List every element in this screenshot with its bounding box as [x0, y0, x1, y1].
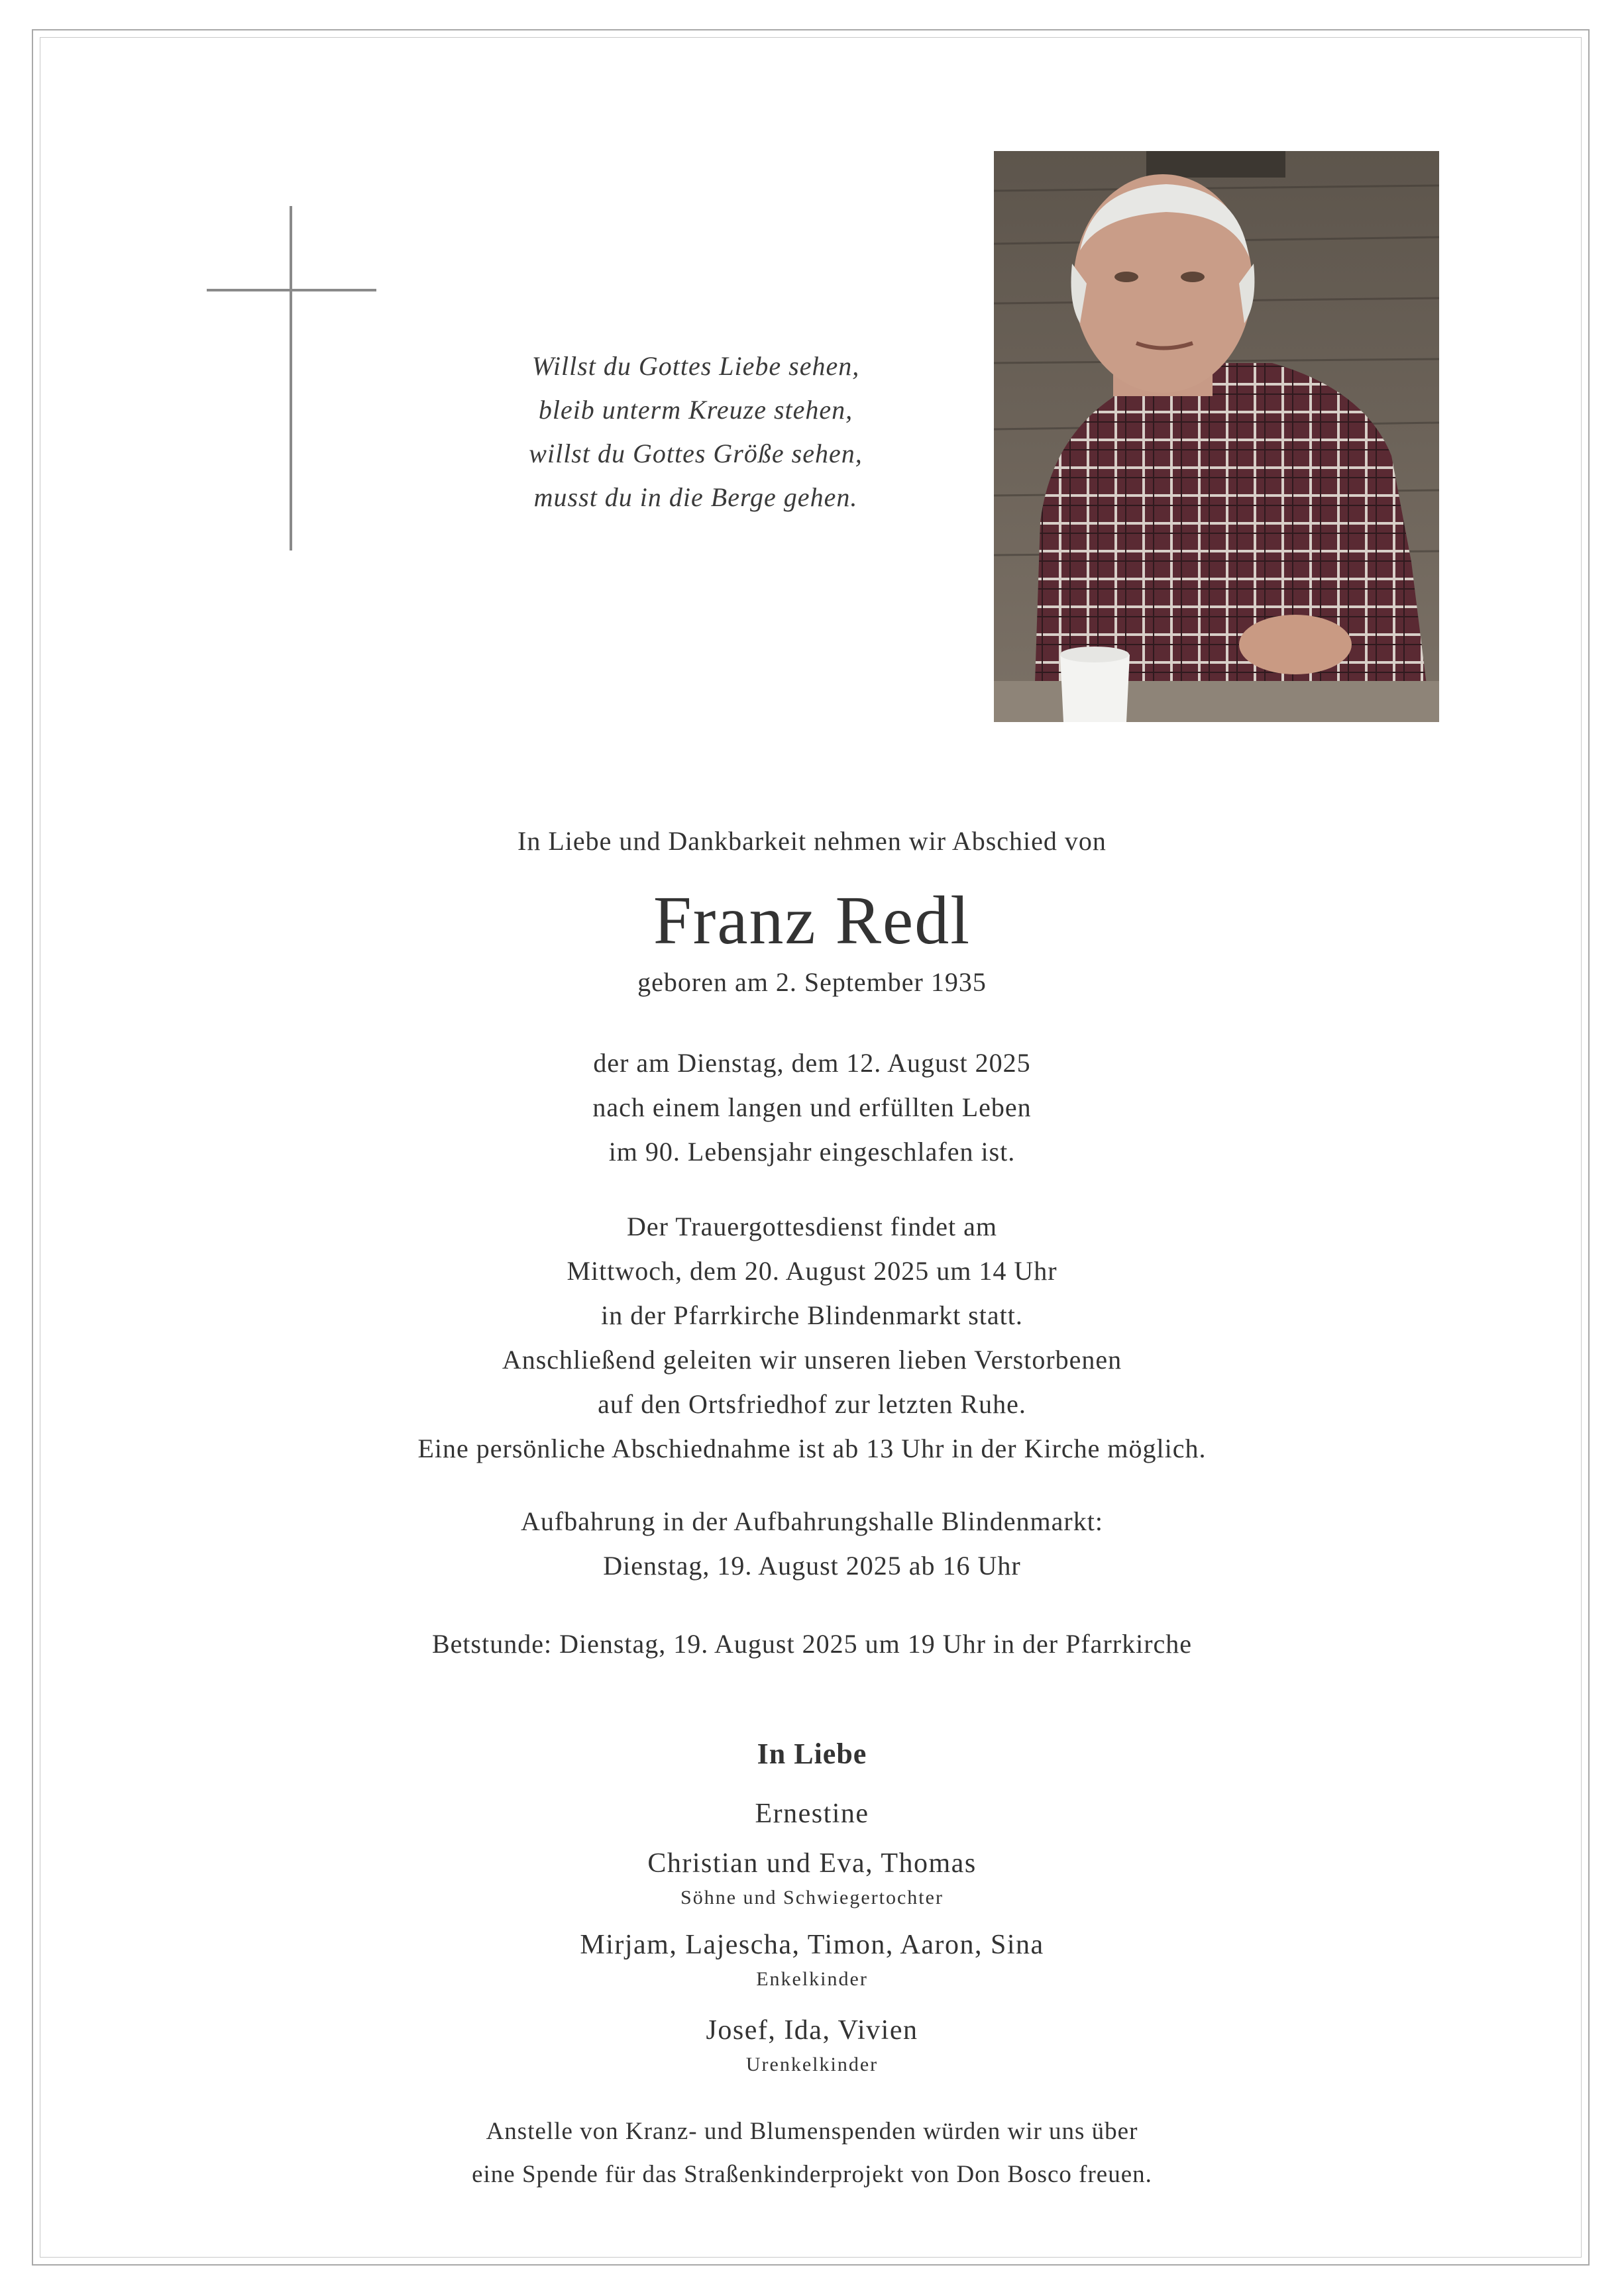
donation-note — [0, 2110, 1624, 2196]
mourner-names: Josef, Ida, Vivien — [706, 2015, 918, 2046]
cross-horizontal-bar — [207, 289, 376, 291]
mourner-group-names — [0, 1845, 1624, 1882]
poem-line: musst du in die Berge gehen. — [533, 482, 858, 512]
death-notice-line: nach einem langen und erfüllten Leben — [592, 1092, 1032, 1122]
mourner-group-names — [0, 2012, 1624, 2049]
intro-line: In Liebe und Dankbarkeit nehmen wir Abschied von — [517, 826, 1107, 856]
mourner-names: Christian und Eva, Thomas — [647, 1848, 977, 1879]
viewing-line: Aufbahrung in der Aufbahrungshalle Blindenmarkt: — [521, 1506, 1103, 1536]
poem-line: bleib unterm Kreuze stehen, — [538, 395, 853, 425]
deceased-name — [0, 881, 1624, 961]
poem-line: Willst du Gottes Liebe sehen, — [531, 351, 860, 381]
service-line: auf den Ortsfriedhof zur letzten Ruhe. — [598, 1389, 1026, 1419]
service-line: Anschließend geleiten wir unseren lieben Verstorbenen — [502, 1345, 1122, 1375]
portrait-photo — [994, 151, 1439, 722]
cross-vertical-bar — [290, 206, 292, 550]
donation-line: eine Spende für das Straßenkinderprojekt von Don Bosco freuen. — [472, 2161, 1152, 2188]
viewing-block — [0, 1499, 1624, 1588]
mourner-role: Söhne und Schwiegertochter — [680, 1887, 944, 1908]
mourners-heading-text: In Liebe — [757, 1738, 867, 1770]
service-line: in der Pfarrkirche Blindenmarkt statt. — [601, 1300, 1023, 1330]
death-notice-block — [0, 1041, 1624, 1174]
mourner-group-names — [0, 1926, 1624, 1963]
poem-line: willst du Gottes Größe sehen, — [529, 439, 863, 468]
service-line: Eine persönliche Abschiednahme ist ab 13 Uhr in der Kirche möglich. — [417, 1434, 1207, 1463]
viewing-line: Dienstag, 19. August 2025 ab 16 Uhr — [603, 1551, 1021, 1581]
death-notice-line: der am Dienstag, dem 12. August 2025 — [593, 1048, 1031, 1078]
donation-line: Anstelle von Kranz- und Blumenspenden würden wir uns über — [486, 2118, 1138, 2145]
service-line: Mittwoch, dem 20. August 2025 um 14 Uhr — [567, 1256, 1057, 1286]
mourner-group-names — [0, 1795, 1624, 1832]
prayer-line: Betstunde: Dienstag, 19. August 2025 um 19 Uhr in der Pfarrkirche — [431, 1629, 1193, 1659]
mourner-role: Enkelkinder — [756, 1968, 868, 1990]
name-text: Franz Redl — [653, 882, 971, 959]
mourner-group-role — [0, 1966, 1624, 1993]
poem — [424, 344, 967, 519]
funeral-service-block — [0, 1204, 1624, 1471]
mourner-role: Urenkelkinder — [745, 2054, 879, 2075]
birth-date — [0, 963, 1624, 1002]
mourner-group-role — [0, 1885, 1624, 1911]
mourner-group-role — [0, 2052, 1624, 2078]
mourner-names: Mirjam, Lajescha, Timon, Aaron, Sina — [580, 1930, 1044, 1960]
mourner-names: Ernestine — [755, 1799, 869, 1829]
prayer-hour — [0, 1622, 1624, 1666]
mourners-heading — [0, 1734, 1624, 1774]
intro-text — [0, 821, 1624, 861]
birth-date-text: geboren am 2. September 1935 — [637, 967, 987, 997]
service-line: Der Trauergottesdienst findet am — [627, 1212, 997, 1241]
death-notice-line: im 90. Lebensjahr eingeschlafen ist. — [608, 1137, 1016, 1167]
